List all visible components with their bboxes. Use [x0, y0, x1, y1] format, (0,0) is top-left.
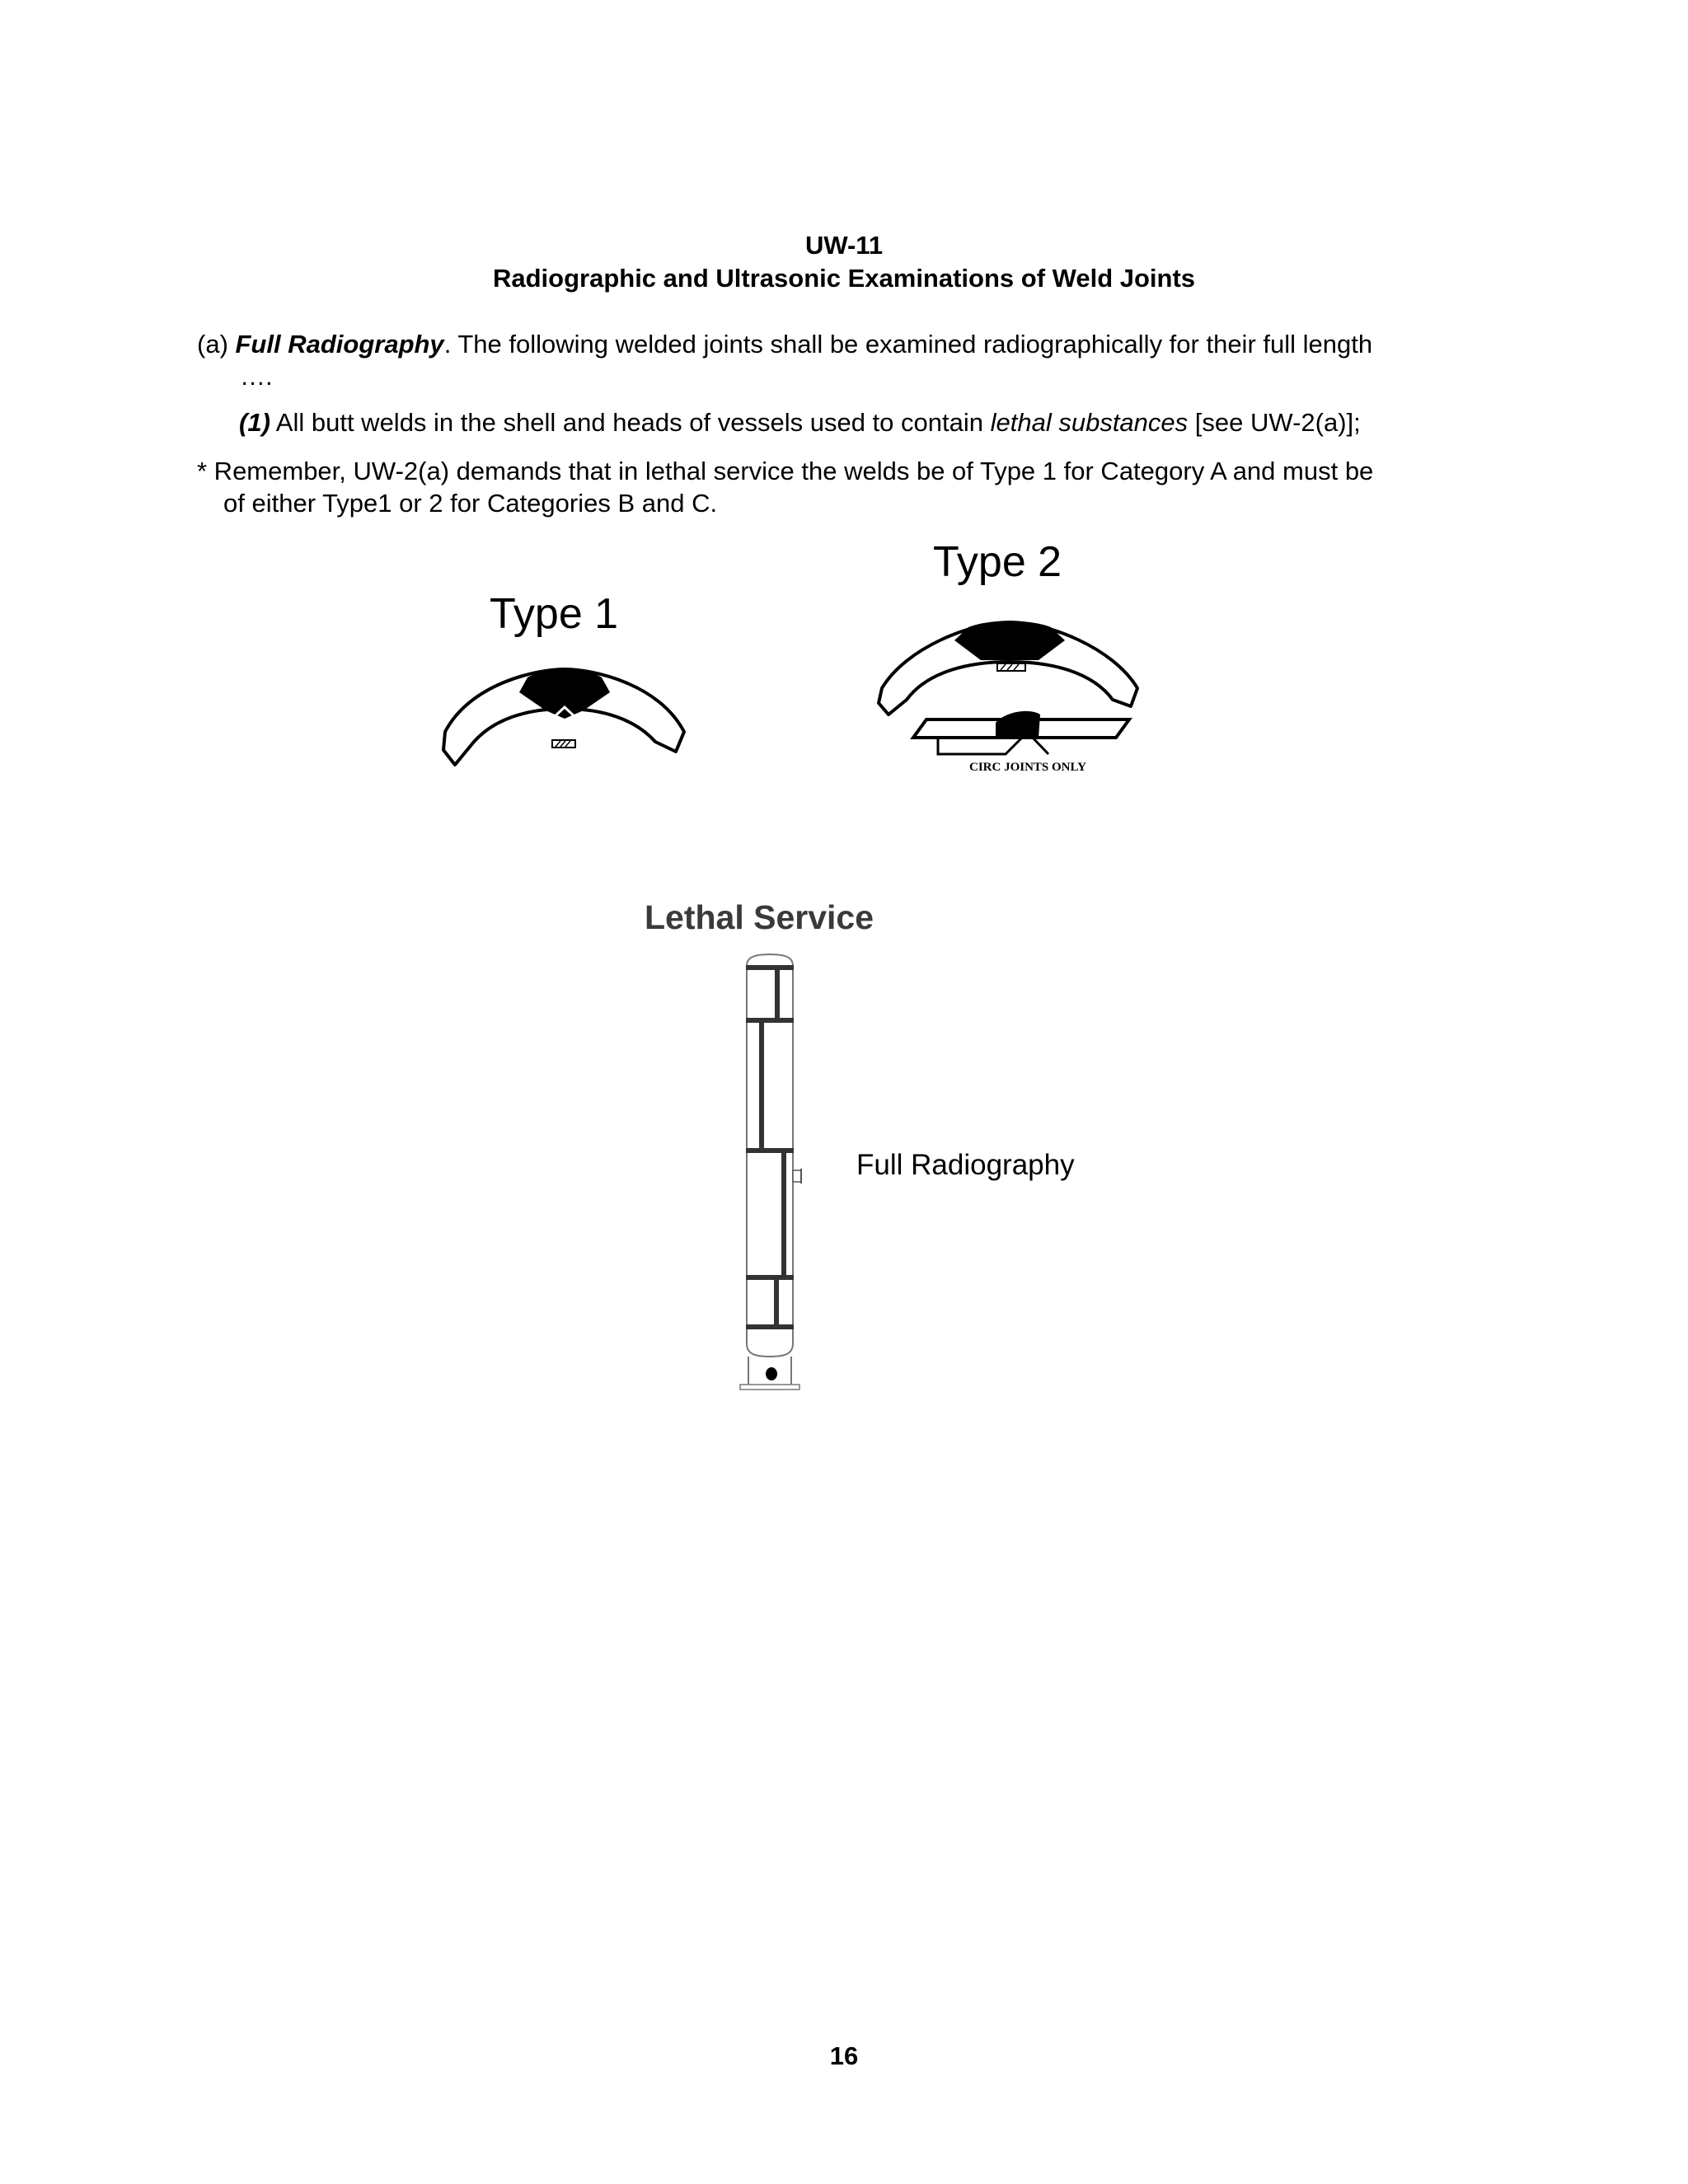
circ-joints-only-label: CIRC JOINTS ONLY — [969, 761, 1086, 774]
type-2-label: Type 2 — [933, 538, 1062, 586]
page-number: 16 — [829, 2041, 859, 2070]
full-radiography-label: Full Radiography — [856, 1149, 1075, 1181]
section-title: Radiographic and Ultrasonic Examinations of Weld Joints — [492, 264, 1196, 293]
item-1-text-end: [see UW-2(a)]; — [1188, 408, 1361, 437]
paragraph-a-term: Full Radiography — [235, 330, 444, 359]
type-1-joint-diagram — [437, 659, 692, 775]
paragraph-a-continuation: …. — [240, 362, 273, 391]
paragraph-a — [197, 328, 1488, 392]
remember-note-line-1: * Remember, UW-2(a) demands that in lethal service the welds be of Type 1 for Category A and must be — [197, 457, 1374, 485]
item-1-emphasis: lethal substances — [990, 408, 1189, 437]
item-1-text: All butt welds in the shell and heads of vessels used to contain — [270, 408, 991, 437]
type-2-joint-diagram — [874, 614, 1146, 779]
item-1-number: (1) — [239, 408, 270, 437]
remember-note — [197, 455, 1488, 487]
type-1-label: Type 1 — [490, 590, 619, 638]
vessel-diagram — [734, 948, 824, 1397]
section-code: UW-11 — [804, 231, 884, 260]
paragraph-a-text: . The following welded joints shall be examined radiographically for their full length — [443, 330, 1373, 359]
lethal-service-title: Lethal Service — [645, 898, 874, 936]
item-1 — [239, 406, 1488, 438]
paragraph-a-prefix: (a) — [197, 330, 236, 359]
remember-note-line-2: of either Type1 or 2 for Categories B and C. — [223, 489, 718, 518]
